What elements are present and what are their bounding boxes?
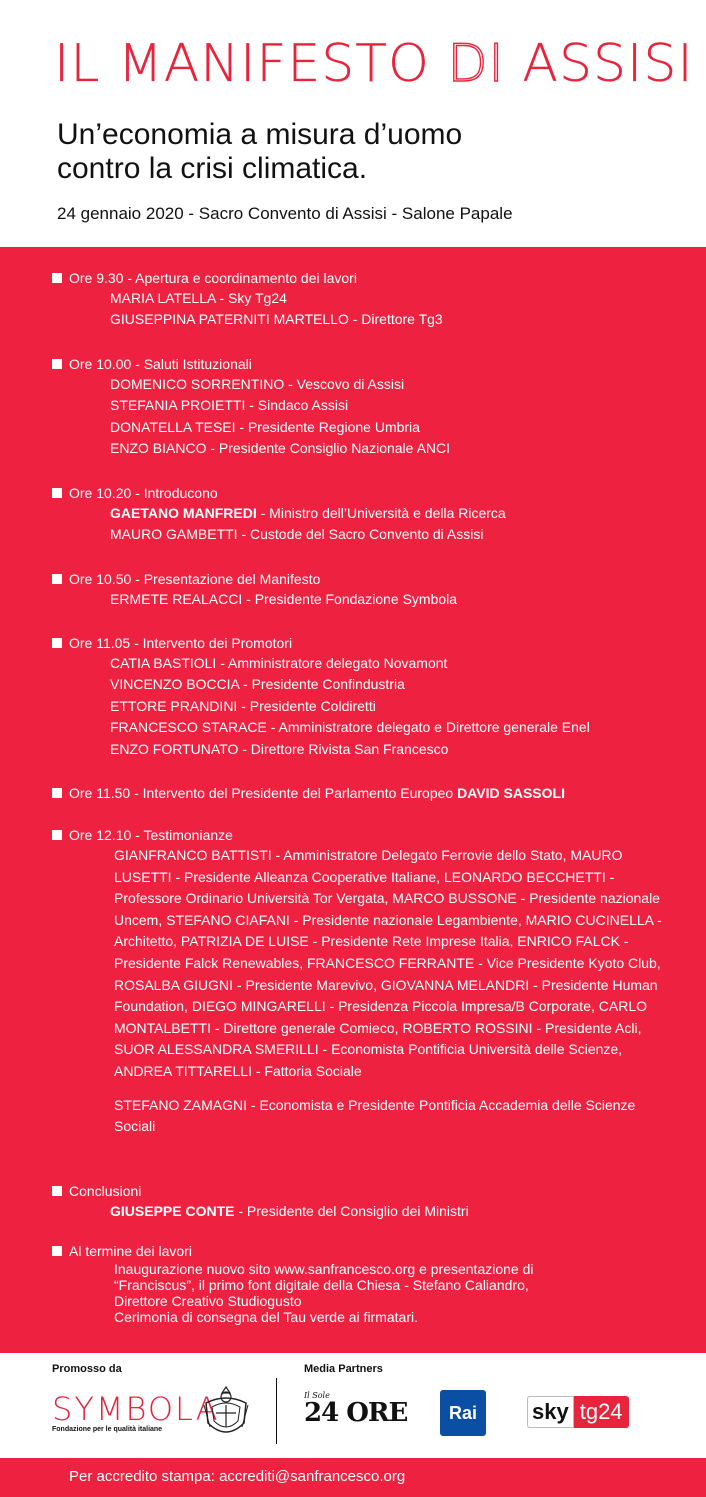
section-heading: Ore 11.50 - Intervento del Presidente del Parlamento Europeo DAVID SASSOLI	[52, 783, 692, 803]
section-heading: Al termine dei lavori	[52, 1241, 692, 1261]
bullet-square-icon	[52, 638, 62, 648]
speaker-line: MAURO GAMBETTI - Custode del Sacro Convento di Assisi	[110, 526, 484, 543]
speaker-line: ETTORE PRANDINI - Presidente Coldiretti	[110, 697, 376, 714]
press-accreditation-text: Per accredito stampa: accrediti@sanfrancesco.org	[69, 1468, 406, 1485]
program-section-introduction	[52, 483, 692, 546]
bullet-square-icon	[52, 488, 62, 498]
program-section-opening	[52, 268, 692, 331]
main-title	[54, 34, 694, 94]
program-section-conclusions	[52, 1181, 692, 1222]
closing-line: Direttore Creativo Studiogusto	[114, 1293, 302, 1309]
logo-divider	[276, 1378, 277, 1444]
section-heading: Ore 11.05 - Intervento dei Promotori	[52, 633, 692, 653]
promoted-by-label: Promosso da	[52, 1363, 122, 1375]
header	[0, 0, 706, 247]
speaker-line: GIUSEPPE CONTE - Presidente del Consiglio dei Ministri	[110, 1203, 469, 1219]
program-section-eu-president	[52, 783, 692, 803]
section-heading: Ore 10.20 - Introducono	[52, 483, 692, 503]
program-section-testimonials	[52, 825, 692, 1138]
media-partners-label: Media Partners	[304, 1363, 383, 1375]
subtitle-line-2: contro la crisi climatica.	[57, 152, 368, 185]
program-section-promoters	[52, 633, 692, 760]
bullet-square-icon	[52, 788, 62, 798]
sky-wordmark: sky	[527, 1396, 574, 1428]
section-heading: Conclusioni	[52, 1181, 692, 1201]
speaker-line: MARIA LATELLA - Sky Tg24	[110, 290, 287, 306]
speaker-line: ENZO FORTUNATO - Direttore Rivista San Francesco	[110, 740, 449, 757]
speaker-line: ENZO BIANCO - Presidente Consiglio Nazionale ANCI	[110, 440, 451, 457]
speaker-line: DOMENICO SORRENTINO - Vescovo di Assisi	[110, 376, 405, 392]
title-part-2: DI	[447, 34, 505, 94]
bullet-square-icon	[52, 359, 62, 369]
subtitle	[57, 118, 657, 186]
program-section-presentation	[52, 569, 692, 610]
il-sole-24-ore-logo: Il Sole 24 ORE	[304, 1391, 408, 1428]
speaker-line: FRANCESCO STARACE - Amministratore delegato e Direttore generale Enel	[110, 719, 590, 736]
speaker-line: CATIA BASTIOLI - Amministratore delegato Novamont	[110, 655, 448, 671]
section-heading: Ore 10.00 - Saluti Istituzionali	[52, 354, 692, 374]
closing-line: Cerimonia di consegna del Tau verde ai firmatari.	[114, 1309, 419, 1325]
closing-line: “Franciscus”, il primo font digitale della Chiesa - Stefano Caliandro,	[114, 1277, 529, 1293]
testimonials-list: GIANFRANCO BATTISTI - Amministratore Delegato Ferrovie dello Stato, MAURO LUSETTI - Presidente Alleanza Cooperative Italiane, LEONARDO BECCHETTI - Professore Ordinario Università Tor Vergata, MARCO BUSSONE - Presidente nazionale Uncem, STEFANO CIAFANI - Presidente nazionale Legambiente, MARIO CUCINELLA - Architetto, PATRIZIA DE LUISE - Presidente Rete Imprese Italia, ENRICO FALCK - Presidente Falck Renewables, FRANCESCO FERRANTE - Vice Presidente Kyoto Club, ROSALBA GIUGNI - Presidente Marevivo, GIOVANNA MELANDRI - Presidente Human Foundation, DIEGO MINGARELLI - Presidenza Piccola Impresa/B Corporate, CARLO MONTALBETTI - Direttore generale Comieco, ROBERTO ROSSINI - Presidente Acli, SUOR ALESSANDRA SMERILLI - Economista Pontificia Università delle Scienze, ANDREA TITTARELLI - Fattoria Sociale	[114, 847, 662, 1079]
closing-line: Inaugurazione nuovo sito www.sanfrancesco.org e presentazione di	[114, 1261, 534, 1277]
bullet-square-icon	[52, 574, 62, 584]
tg24-wordmark: tg24	[574, 1396, 629, 1428]
rai-logo: Rai	[440, 1390, 486, 1436]
event-dateline: 24 gennaio 2020 - Sacro Convento di Assisi - Salone Papale	[57, 204, 513, 223]
speaker-line: DONATELLA TESEI - Presidente Regione Umbria	[110, 418, 420, 435]
bullet-square-icon	[52, 1246, 62, 1256]
title-part-3: ASSISI	[504, 34, 694, 94]
symbola-tagline: Fondazione per le qualità italiane	[52, 1426, 163, 1433]
press-accreditation-bar	[0, 1458, 706, 1497]
papal-crest-icon	[200, 1383, 252, 1443]
subtitle-line-1: Un’economia a misura d’uomo	[57, 118, 463, 151]
program-section-greetings	[52, 354, 692, 460]
bullet-square-icon	[52, 273, 62, 283]
bullet-square-icon	[52, 1186, 62, 1196]
title-part-1: IL MANIFESTO	[54, 34, 448, 94]
program-section-closing	[52, 1241, 692, 1325]
section-heading: Ore 9.30 - Apertura e coordinamento dei lavori	[52, 268, 692, 288]
symbola-logo: SYMBOLA	[52, 1390, 220, 1428]
speaker-line: VINCENZO BOCCIA - Presidente Confindustria	[110, 676, 405, 693]
section-heading: Ore 10.50 - Presentazione del Manifesto	[52, 569, 692, 589]
speaker-line: ERMETE REALACCI - Presidente Fondazione Symbola	[110, 591, 458, 607]
bullet-square-icon	[52, 830, 62, 840]
sky-tg24-logo	[527, 1396, 629, 1428]
testimonials-closing: STEFANO ZAMAGNI - Economista e Presidente Pontificia Accademia delle Scienze Sociali	[114, 1096, 636, 1135]
speaker-line: GAETANO MANFREDI - Ministro dell’Università e della Ricerca	[110, 505, 506, 521]
speaker-line: STEFANIA PROIETTI - Sindaco Assisi	[110, 397, 349, 414]
speaker-line: GIUSEPPINA PATERNITI MARTELLO - Direttore Tg3	[110, 311, 443, 328]
section-heading: Ore 12.10 - Testimonianze	[52, 825, 692, 845]
